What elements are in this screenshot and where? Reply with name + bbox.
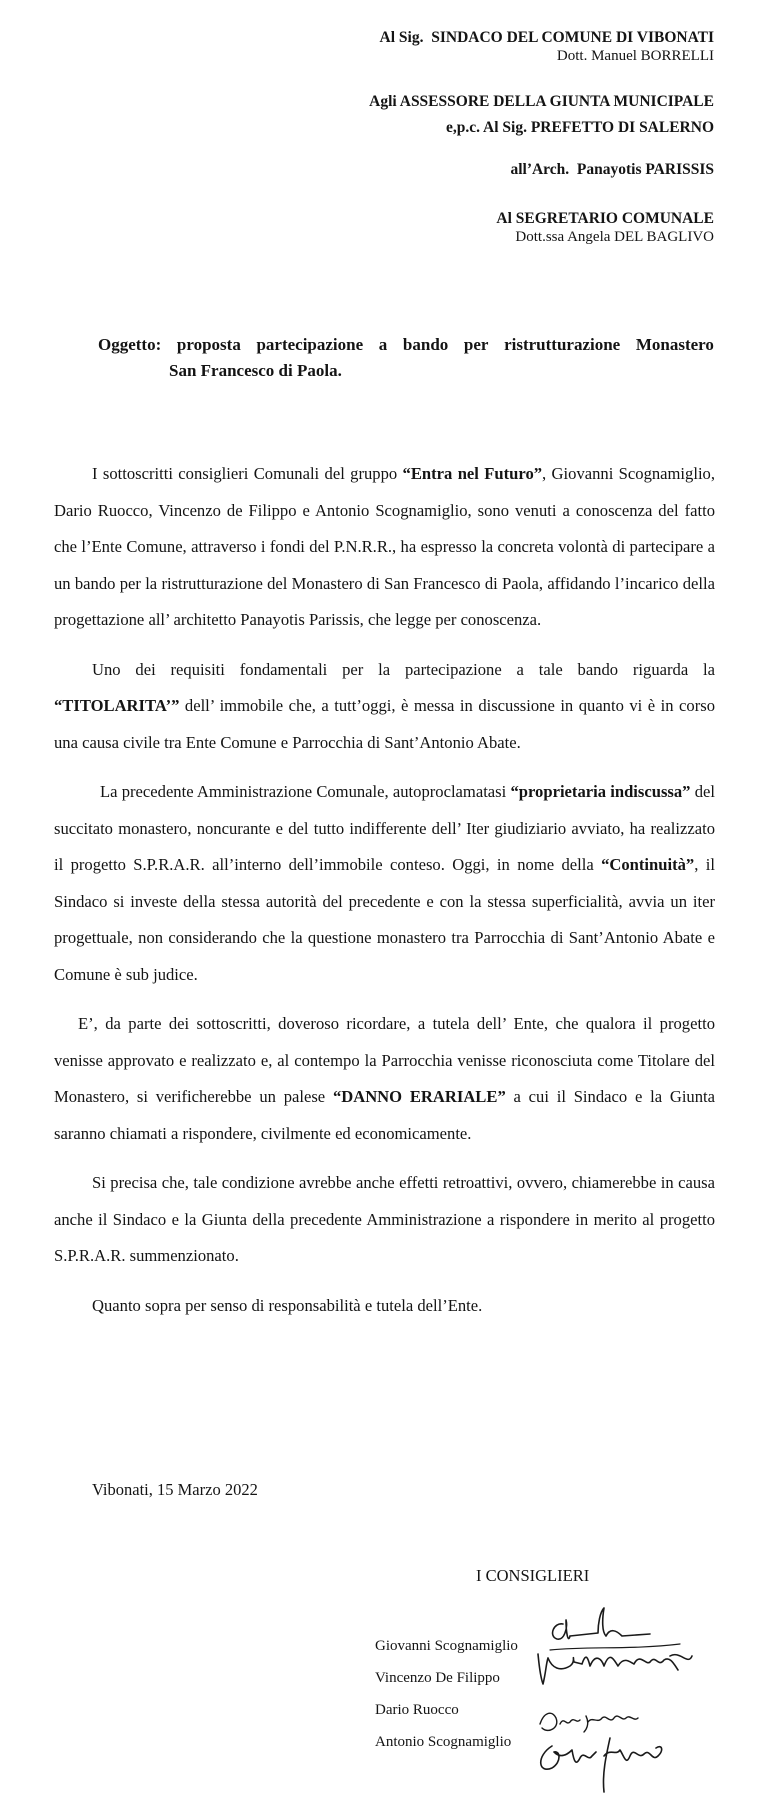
- group-name: “Entra nel Futuro”: [402, 464, 543, 483]
- addressee-prefix: Al Sig.: [379, 29, 424, 46]
- addressee-prefix: all’Arch.: [510, 161, 570, 178]
- paragraph-text: del succitato monastero, noncurante e del tutto indifferente dell’ Iter giudiziario avviato, ha realizzato il progetto S.P.R.A.R. all’interno dell’immobile conteso. Oggi, in nome della: [54, 782, 715, 874]
- addressee-prefix: e,p.c. Al Sig.: [446, 119, 527, 136]
- paragraph-text: a cui il Sindaco e la Giunta saranno chiamati a rispondere, civilmente ed economicamente.: [54, 1087, 715, 1143]
- subject-label: Oggetto:: [98, 335, 162, 354]
- signatory-name: Antonio Scognamiglio: [375, 1734, 512, 1750]
- subject-word: Monastero: [635, 335, 714, 354]
- emphasis-continuita: “Continuità”: [601, 855, 695, 874]
- paragraph-1: [54, 456, 715, 639]
- addressee-title: Agli ASSESSORE DELLA GIUNTA MUNICIPALE: [369, 93, 714, 110]
- paragraph-text: La precedente Amministrazione Comunale, autoproclamatasi: [100, 782, 511, 801]
- addressee-name: Panayotis PARISSIS: [576, 161, 714, 178]
- subject-word: proposta: [176, 335, 241, 354]
- addressee-title: SINDACO DEL COMUNE DI VIBONATI: [431, 29, 714, 46]
- paragraph-3: [54, 774, 715, 993]
- subject-word: partecipazione: [256, 335, 364, 354]
- addressee-sindaco: [380, 28, 714, 66]
- subject-word: ristrutturazione: [504, 335, 621, 354]
- subject-line-2: San Francesco di Paola.: [169, 361, 342, 380]
- signatories-heading: I CONSIGLIERI: [476, 1566, 590, 1585]
- paragraph-5: Si precisa che, tale condizione avrebbe anche effetti retroattivi, ovvero, chiamerebbe in causa anche il Sindaco e la Giunta della precedente Amministrazione a rispondere in merito al progetto S.P.R.A.R. summenzionato.: [54, 1173, 715, 1265]
- emphasis-titolarita: “TITOLARITA’”: [54, 696, 180, 715]
- addressee-title: PREFETTO DI SALERNO: [530, 119, 714, 136]
- addressee-name: Dott.ssa Angela DEL BAGLIVO: [515, 229, 714, 245]
- signatory-name: Dario Ruocco: [375, 1702, 459, 1718]
- paragraph-4: [54, 1006, 715, 1152]
- subject-word: bando: [402, 335, 449, 354]
- emphasis-danno-erariale: “DANNO ERARIALE”: [332, 1087, 506, 1106]
- emphasis-proprietaria: “proprietaria indiscussa”: [510, 782, 691, 801]
- subject-line-1: [98, 332, 714, 358]
- letter-date: Vibonati, 15 Marzo 2022: [92, 1480, 258, 1499]
- paragraph-text: E’, da parte dei sottoscritti, doveroso ricordare, a tutela dell’ Ente, che qualora il progetto venisse approvato e realizzato e, al contempo la Parrocchia venisse riconosciuta come Titolare del Monastero, si verificherebbe un palese: [54, 1014, 715, 1106]
- subject-word: a: [378, 335, 388, 354]
- paragraph-text: I sottoscritti consiglieri Comunali del gruppo: [92, 464, 403, 483]
- paragraph-6: Quanto sopra per senso di responsabilità e tutela dell’Ente.: [92, 1295, 483, 1315]
- signatory-name: Giovanni Scognamiglio: [375, 1638, 518, 1654]
- paragraph-text: dell’ immobile che, a tutt’oggi, è messa in discussione in quanto vi è in corso una causa civile tra Ente Comune e Parrocchia di Sant’Antonio Abate.: [54, 696, 715, 752]
- addressee-name: Dott. Manuel BORRELLI: [556, 48, 714, 64]
- subject-word: per: [463, 335, 489, 354]
- signatory-names: [375, 1630, 518, 1758]
- paragraph-text: , il Sindaco si investe della stessa autorità del precedente e con la stessa superficialità, avvia un iter progettuale, non considerando che la questione monastero tra Parrocchia di Sant’Antonio Abate e Comune è sub judice.: [54, 855, 715, 984]
- paragraph-text: Uno dei requisiti fondamentali per la partecipazione a tale bando riguarda la: [92, 659, 715, 679]
- letter-body: [54, 456, 715, 1324]
- addressee-architetto: [510, 160, 714, 179]
- handwritten-signatures: [530, 1606, 720, 1796]
- addressee-title: Al SEGRETARIO COMUNALE: [496, 210, 714, 227]
- addressee-assessori: [369, 92, 714, 137]
- addressee-segretario: [496, 209, 714, 247]
- subject-block: [98, 332, 714, 384]
- paragraph-2: [54, 652, 715, 762]
- signatory-name: Vincenzo De Filippo: [375, 1670, 500, 1686]
- paragraph-text: , Giovanni Scognamiglio, Dario Ruocco, Vincenzo de Filippo e Antonio Scognamiglio, sono venuti a conoscenza del fatto che l’Ente Comune, attraverso i fondi del P.N.R.R., ha espresso la concreta volontà di partecipare a un bando per la ristrutturazione del Monastero di San Francesco di Paola, affidando l’incarico della progettazione all’ architetto Panayotis Parissis, che legge per conoscenza.: [54, 464, 716, 629]
